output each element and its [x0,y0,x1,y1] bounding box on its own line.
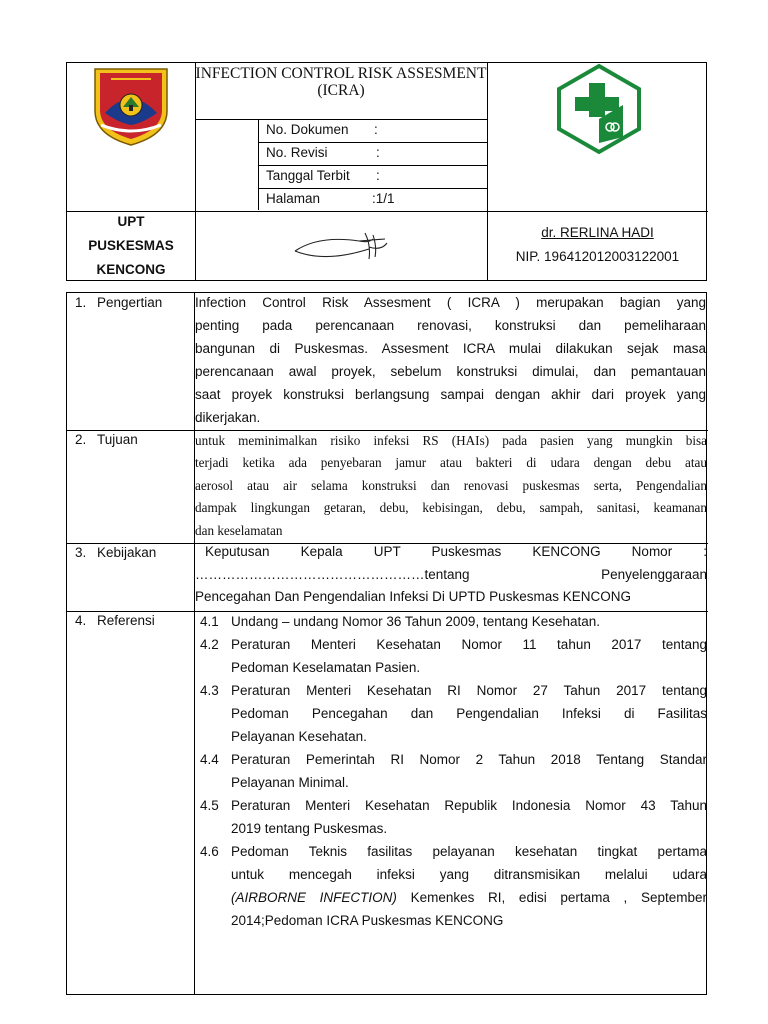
text-line: saat proyek konstruksi berlangsung sampai dengan akhir dari proyek yang [195,387,706,402]
text-fragment: Kemenkes RI, edisi pertama , September [396,890,707,905]
tujuan-text [195,430,707,542]
text-line: Pelayanan Kesehatan. [231,729,367,744]
reference-number: 4.4 [200,752,219,767]
reference-item [197,794,707,840]
text-line: dan keselamatan [195,522,283,538]
signer-nip: NIP. 196412012003122001 [515,249,680,264]
org-line: UPT [117,214,145,229]
handwritten-signature-icon [289,229,393,263]
reference-number: 4.1 [200,614,219,629]
reference-item [197,840,707,932]
text-line: Peraturan Menteri Kesehatan Nomor 11 tahun 2017 tentang [231,637,707,652]
text-line: Pedoman Teknis fasilitas pelayanan kesehatan tingkat pertama [231,844,707,859]
pengertian-text [195,291,706,429]
section-number: 1. [75,295,87,310]
text-line: Keputusan Kepala UPT Puskesmas KENCONG Nomor : [205,544,707,559]
reference-item [197,748,707,794]
text-line: penting pada perencanaan renovasi, konstruksi dan pemeliharaan [195,318,706,333]
reference-item [197,679,707,748]
meta-value: : [376,145,380,160]
text-line: Pelayanan Minimal. [231,775,349,790]
text-line: aerosol atau air selama konstruksi dan renovasi puskesmas serta, Pengendalian [195,477,707,493]
meta-label: Halaman [266,191,321,206]
text-line: bangunan di Puskesmas. Assesment ICRA mulai dilakukan sejak masa [195,341,706,356]
puskesmas-cross-house-icon [553,63,645,155]
section-label-kebijakan [67,544,195,562]
meta-row-no-revisi [264,142,486,165]
reference-number: 4.5 [200,798,219,813]
text-line: dampak lingkungan getaran, debu, kebisingan, debu, sampah, sanitasi, keamanan [195,500,707,516]
referensi-list [197,610,707,932]
text-line: terjadi ketika ada penyebaran jamur atau bakteri di udara dengan debu atau [195,455,707,471]
reference-number: 4.3 [200,683,219,698]
meta-row-no-dokumen [264,119,486,142]
meta-value: :1/1 [372,191,395,206]
text-line: 2019 tentang Puskesmas. [231,821,388,836]
section-label-referensi [67,612,195,630]
regional-coat-of-arms-icon [91,65,171,147]
org-line: KENCONG [96,262,166,277]
meta-value: : [374,122,378,137]
organization-name [67,210,195,282]
text-line: untuk mencegah infeksi yang ditransmisikan melalui udara [231,867,707,882]
reference-number: 4.2 [200,637,219,652]
reference-item [197,633,707,679]
text-line: untuk meminimalkan risiko infeksi RS (HAIs) pada pasien yang mungkin bisa [195,433,707,448]
reference-item [197,610,707,633]
text-line: Peraturan Menteri Kesehatan RI Nomor 27 Tahun 2017 tentang [231,683,707,698]
section-number: 4. [75,613,87,628]
kebijakan-text [195,541,707,609]
text-line: perencanaan awal proyek, sebelum konstruksi dimulai, dan pemantauan [195,364,706,379]
italic-term: (AIRBORNE INFECTION) [231,890,397,905]
section-title: Kebijakan [97,545,157,560]
document-header-table [66,62,707,281]
document-title: INFECTION CONTROL RISK ASSESMENT (ICRA) [195,65,487,99]
text-line: Peraturan Pemerintah RI Nomor 2 Tahun 2018 Tentang Standar [231,752,707,767]
reference-number: 4.6 [200,844,219,859]
section-title: Tujuan [97,432,138,447]
text-line: dikerjakan. [195,410,261,425]
meta-row-tanggal-terbit [264,165,486,188]
text-line: Pedoman Pencegahan dan Pengendalian Infeksi di Fasilitas [231,706,707,721]
sop-content-table [66,292,707,995]
meta-label: No. Revisi [266,145,328,160]
section-label-pengertian [67,294,195,312]
text-line: 2014;Pedoman ICRA Puskesmas KENCONG [231,913,504,928]
meta-label: Tanggal Terbit [266,168,350,183]
section-title: Referensi [97,613,155,628]
section-label-tujuan [67,431,195,449]
meta-label: No. Dokumen [266,122,349,137]
section-number: 2. [75,432,87,447]
section-number: 3. [75,545,87,560]
section-title: Pengertian [97,295,163,310]
org-line: PUSKESMAS [88,238,174,253]
text-line: Undang – undang Nomor 36 Tahun 2009, tentang Kesehatan. [231,614,601,629]
text-line: Pedoman Keselamatan Pasien. [231,660,421,675]
meta-row-halaman [264,188,486,211]
meta-value: : [376,168,380,183]
text-line: Pencegahan Dan Pengendalian Infeksi Di UPTD Puskesmas KENCONG [195,589,631,604]
signer-name: dr. RERLINA HADI [541,225,654,240]
text-line: Infection Control Risk Assesment ( ICRA ) merupakan bagian yang [195,295,706,310]
text-line: Peraturan Menteri Kesehatan Republik Indonesia Nomor 43 Tahun [231,798,707,813]
signer-block [487,221,708,269]
text-line: ……………………………………………tentang Penyelenggaraan [195,566,707,582]
